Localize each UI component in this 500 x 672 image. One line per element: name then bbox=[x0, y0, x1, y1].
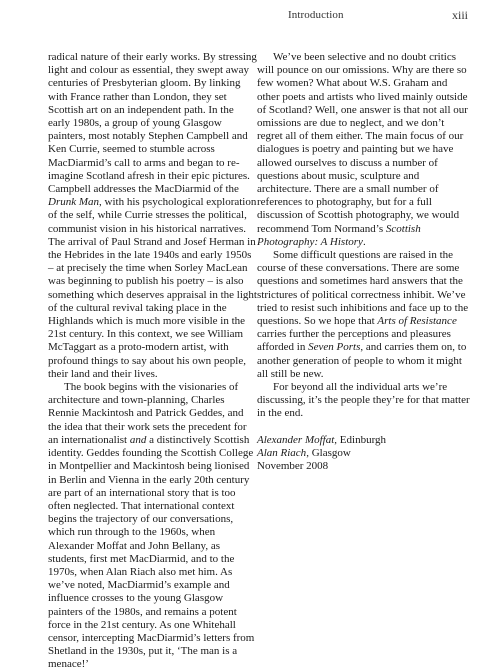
signature-line-1: Alexander Moffat, Edinburgh bbox=[257, 433, 387, 446]
page-number: xiii bbox=[452, 8, 469, 22]
italic-title: Arts of Resistance bbox=[377, 315, 457, 328]
right-paragraph-3: For beyond all the individual arts we’re discussing, it’s the people they’re for that matter in the end. bbox=[257, 381, 470, 420]
italic-emphasis: and bbox=[129, 433, 147, 446]
left-column bbox=[48, 51, 258, 672]
italic-title: Scottish Photography: A History bbox=[257, 222, 421, 248]
signature-line-2: Alan Riach, Glasgow bbox=[257, 446, 351, 459]
running-head: Introduction bbox=[288, 9, 344, 21]
signature-date: November 2008 bbox=[257, 460, 329, 473]
left-paragraph-1: radical nature of their early works. By stressing light and colour as essential, they swept away centuries of Presbyterian gloom. By linking with France rather than London, they set Scottish art on an independent path. In the early 1980s, a group of young Glasgow painters, most notably Stephen Campbell and Ken Currie, seemed to stumble across MacDiarmid’s call to arms and began to re-imagine Scotland afresh in their epic pictures. Campbell addresses the MacDiarmid of the Drunk Man, with his psychological exploration of the self, while Currie stresses the political, communist vision in his historical narratives. The arrival of Paul Strand and Josef Herman in the Hebrides in the late 1940s and early 1950s – at precisely the time when Sorley MacLean was beginning to publish his poetry – is also something which deserves appraisal in the light of the cultural revival taking place in the Highlands which is much more visible in the 21st century. In this context, we see William McTaggart as a proto-modern artist, with profound things to say about his own people, their land and their lives. bbox=[48, 51, 257, 380]
right-paragraph-1: We’ve been selective and no doubt critics will pounce on our omissions. Why are there so few women? What about W.S. Graham and other poets and artists who lived mainly outside of Scotland? Well, one answer is that not all our omissions are due to neglect, and we don’t regret all of them either. The main focus of our dialogues is poetry and painting but we have allowed ourselves to discuss a number of questions about music, sculpture and architecture. There are a small number of references to photography, but for a full discussion of Scottish photography, we would recommend Tom Normand’s Scottish Photography: A History. bbox=[257, 51, 468, 248]
italic-title: Seven Ports bbox=[308, 341, 361, 354]
right-paragraph-2: Some difficult questions are raised in the course of these conversations. There are some questions and sometimes hard answers that the strictures of political correctness inhibit. We’ve tried to resist such inhibitions and face up to the questions. So we hope that Arts of Resistance carries further the perceptions and pleasures afforded in Seven Ports, and carries them on, to another generation of people to whom it might all still be new. bbox=[257, 249, 469, 380]
signature-block bbox=[257, 434, 470, 474]
italic-title: Drunk Man bbox=[48, 196, 100, 209]
left-paragraph-2: The book begins with the visionaries of architecture and town-planning, Charles Rennie Mackintosh and Patrick Geddes, and the idea that their work sets the precedent for an internationalist and a distinctively Scottish identity. Geddes founding the Scottish College in Montpellier and Mackintosh being lionised in Berlin and Vienna in the early 20th century are part of an international story that is too often neglected. That international context begins the trajectory of our conversations, which run through to the 1960s, when Alexander Moffat and John Bellany, as students, first met MacDiarmid, and to the 1970s, when Alan Riach also met him. As we’ve noted, MacDiarmid’s example and influence crosses to the young Glasgow painters of the 1980s, and remains a potent force in the 21st century. As one Whitehall censor, intercepting MacDiarmid’s letters from Shetland in the 1930s, put it, ‘The man is a menace!’ bbox=[48, 381, 255, 671]
right-column bbox=[257, 51, 470, 473]
